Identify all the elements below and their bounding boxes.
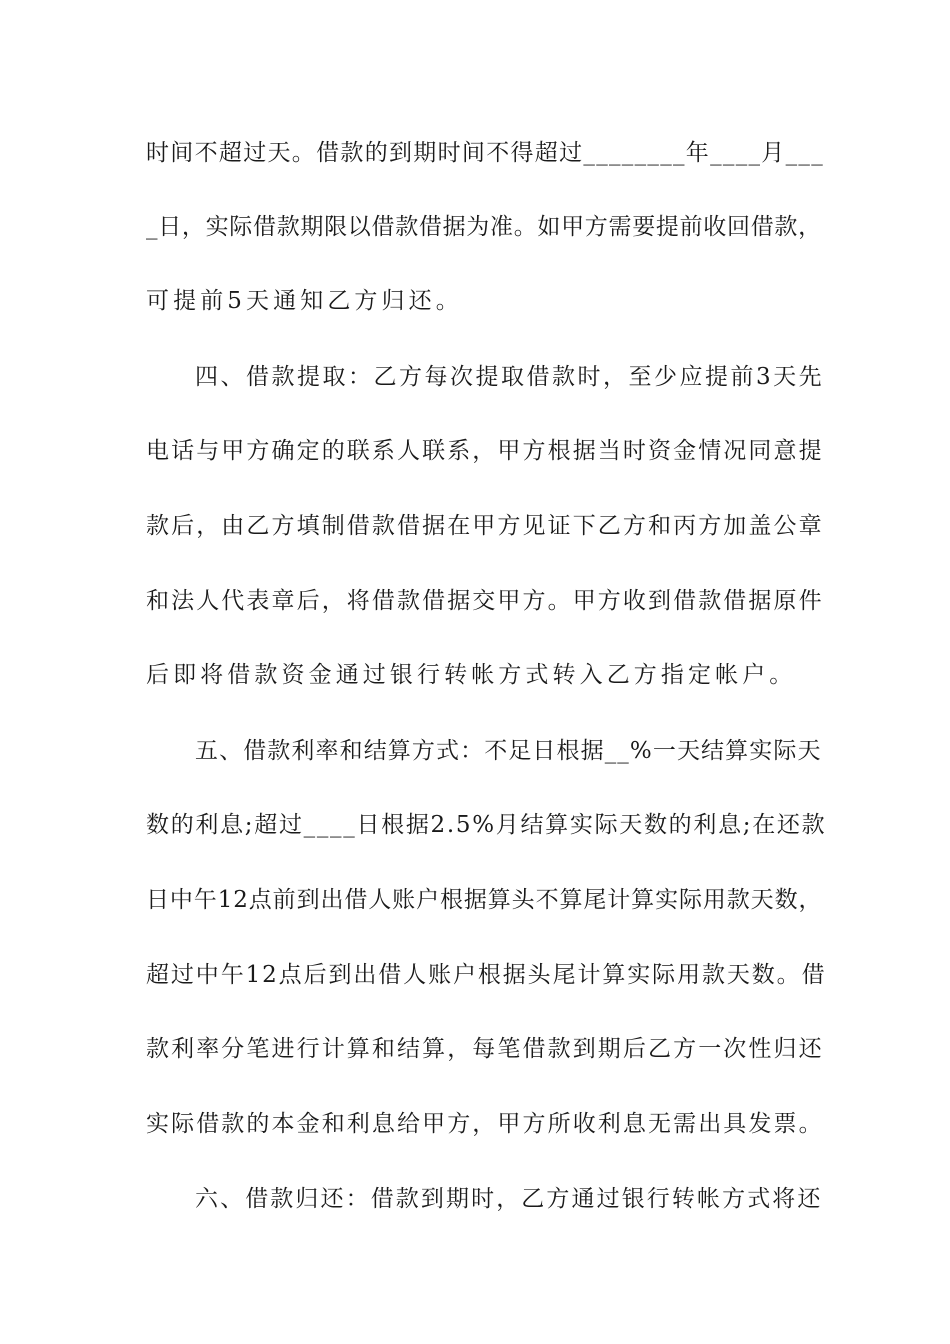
text-line-5: 电话与甲方确定的联系人联系，甲方根据当时资金情况同意提 [146,438,824,464]
text-line-1: 时间不超过天。借款的到期时间不得超过________年____月___ [146,140,824,166]
text-line-15: 六、借款归还：借款到期时，乙方通过银行转帐方式将还 [195,1186,823,1212]
text-line-9: 五、借款利率和结算方式：不足日根据__%一天结算实际天 [195,738,822,764]
text-line-14: 实际借款的本金和利息给甲方，甲方所收利息无需出具发票。 [146,1111,824,1137]
text-line-4: 四、借款提取：乙方每次提取借款时，至少应提前3天先 [195,364,825,390]
text-line-8: 后即将借款资金通过银行转帐方式转入乙方指定帐户。 [146,662,797,688]
text-line-12: 超过中午12点后到出借人账户根据头尾计算实际用款天数。借 [146,962,827,988]
text-line-10: 数的利息;超过____日根据2.5%月结算实际天数的利息;在还款 [146,812,827,838]
text-line-13: 款利率分笔进行计算和结算，每笔借款到期后乙方一次性归还 [146,1036,824,1062]
text-line-11: 日中午12点前到出借人账户根据算头不算尾计算实际用款天数， [146,887,823,913]
text-line-7: 和法人代表章后，将借款借据交甲方。甲方收到借款借据原件 [146,588,824,614]
text-line-2: _日，实际借款期限以借款借据为准。如甲方需要提前收回借款， [146,214,822,240]
text-line-3: 可提前5天通知乙方归还。 [146,288,463,314]
text-line-6: 款后，由乙方填制借款借据在甲方见证下乙方和丙方加盖公章 [146,513,824,539]
